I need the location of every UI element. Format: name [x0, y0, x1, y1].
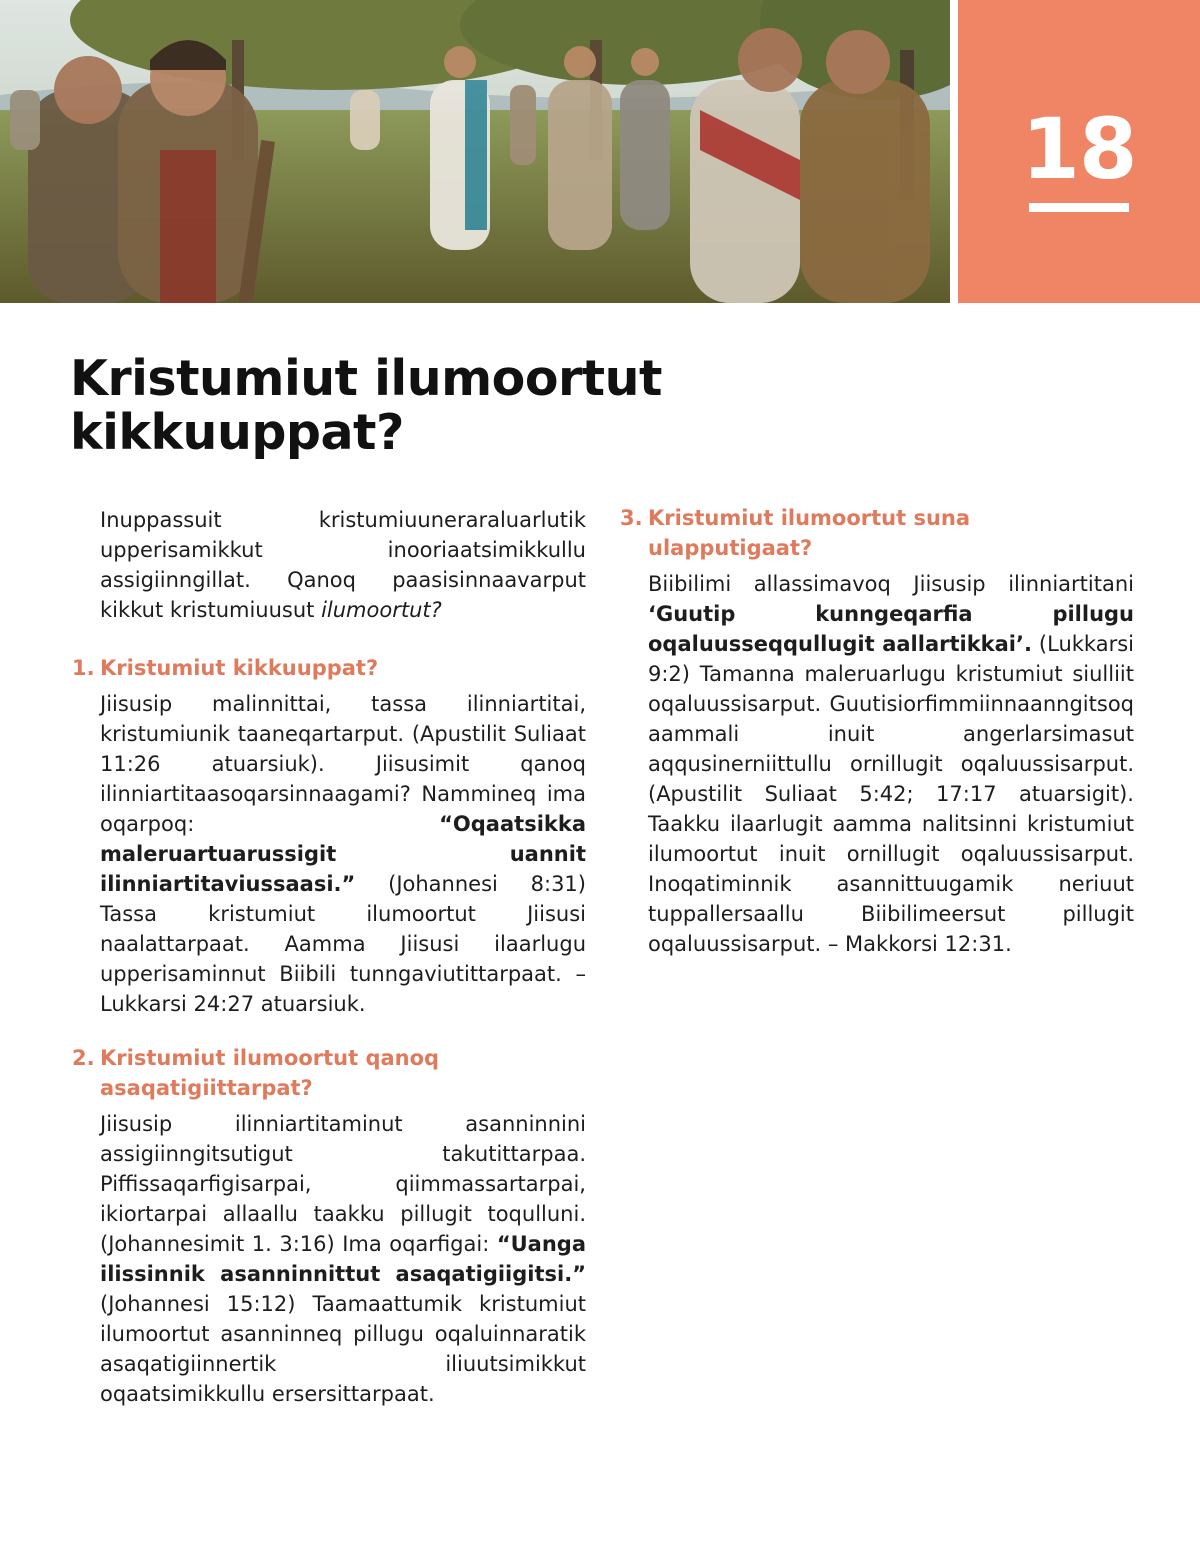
intro-paragraph [100, 505, 586, 625]
chapter-number: 18 [1021, 100, 1137, 198]
column-left [72, 505, 586, 1433]
section-2-title: Kristumiut ilumoortut qanoq asaqatigiittarpat? [100, 1046, 440, 1100]
column-right [620, 503, 1134, 983]
section-1-title: Kristumiut kikkuuppat? [100, 656, 379, 680]
hero-illustration [0, 0, 950, 303]
chapter-underline [1029, 203, 1129, 212]
section-1-text-a: Jiisusip malinnittai, tassa ilinniartitai, kristumiunik taaneqartarput. (Apustilit Suliaat 11:26 atuarsiuk). Jiisusimit qanoq ilinniartitaasoqarsinnaagami? Nammineq ima oqarpoq: [100, 692, 586, 836]
section-3-body [648, 569, 1134, 959]
section-2-heading [72, 1043, 586, 1103]
section-2-text-b: (Johannesi 15:12) Taamaattumik kristumiut ilumoortut asanninneq pillugu oqaluinnaratik asaqatigiinnertik iliuutsimikkut oqaatsimikkullu ersersittarpaat. [100, 1292, 586, 1406]
section-2-quote: “Uanga ilissinnik asanninnittut asaqatigiigitsi.” [100, 1232, 586, 1286]
section-2-number: 2. [72, 1046, 95, 1070]
section-2-body [100, 1109, 586, 1409]
section-3-text-b: (Lukkarsi 9:2) Tamanna maleruarlugu kristumiut siulliit oqaluussisarput. Guutisiorfimmiinnaanngitsoq aammali inuit angerlarsimasut aqqusinerniittullu ornillugit oqaluussisarput. (Apustilit Suliaat 5:42; 17:17 atuarsigit). Taakku ilaarlugit aamma nalitsinni kristumiut ilumoortut inuit ornillugit oqaluussisarput. Inoqatiminnik asannittuugamik neriuut tuppallersaallu Biibilimeersut pillugit oqaluussisarput. – Makkorsi 12:31. [648, 632, 1134, 956]
page-title: Kristumiut ilumoortut kikkuuppat? [70, 350, 662, 461]
section-3-text-a: Biibilimi allassimavoq Jiisusip ilinniartitani [648, 572, 1134, 596]
section-1-quote: “Oqaatsikka maleruartuarussigit uannit ilinniartitaviussaasi.” [100, 812, 586, 896]
hero-photo [0, 0, 950, 303]
section-3-quote: ‘Guutip kunngeqarfia pillugu oqaluusseqqullugit aallartikkai’. [648, 602, 1134, 656]
section-1-number: 1. [72, 656, 95, 680]
chapter-badge [958, 0, 1200, 303]
section-1-heading [72, 653, 586, 683]
intro-text: Inuppassuit kristumiuuneraraluarlutik upperisamikkut inooriaatsimikkullu assigiinngillat. Qanoq paasisinnaavarput kikkut kristumiuusut [100, 508, 586, 622]
section-3-heading [620, 503, 1134, 563]
section-3-title: Kristumiut ilumoortut suna ulapputigaat? [648, 506, 971, 560]
section-2-text-a: Jiisusip ilinniartitaminut asanninnini assigiinngitsutigut takutittarpaa. Piffissaqarfigisarpai, qiimmassartarpai, ikiortarpai allaallu taakku pillugit toqulluni. (Johannesimit 1. 3:16) Ima oqarfigai: [100, 1112, 586, 1256]
section-1-text-b: (Johannesi 8:31) Tassa kristumiut ilumoortut Jiisusi naalattarpaat. Aamma Jiisusi ilaarlugu upperisaminnut Biibili tunngaviutittarpaat. – Lukkarsi 24:27 atuarsiuk. [100, 872, 586, 1016]
section-1-body [100, 689, 586, 1019]
intro-emphasis: ilumoortut? [321, 598, 442, 622]
section-3-number: 3. [620, 506, 643, 530]
